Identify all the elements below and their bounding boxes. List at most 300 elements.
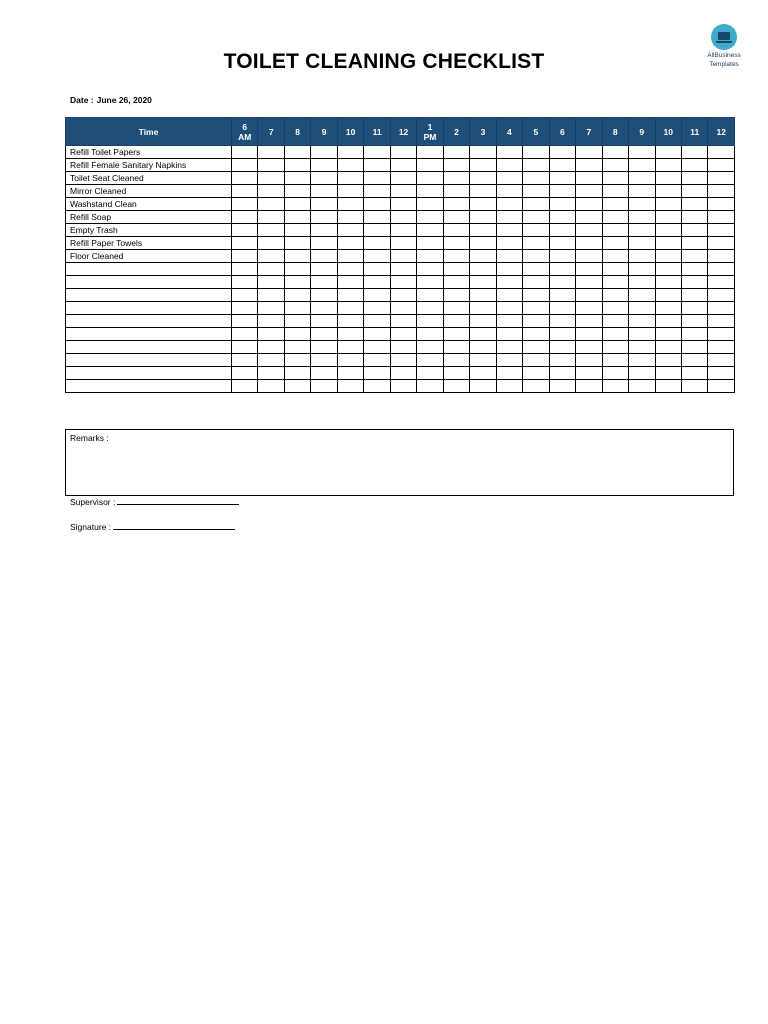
check-cell[interactable]	[443, 367, 469, 380]
check-cell[interactable]	[549, 367, 575, 380]
check-cell[interactable]	[232, 276, 258, 289]
check-cell[interactable]	[708, 289, 735, 302]
check-cell[interactable]	[258, 341, 284, 354]
check-cell[interactable]	[232, 146, 258, 159]
check-cell[interactable]	[496, 250, 522, 263]
check-cell[interactable]	[496, 263, 522, 276]
check-cell[interactable]	[602, 380, 628, 393]
check-cell[interactable]	[232, 185, 258, 198]
check-cell[interactable]	[602, 289, 628, 302]
check-cell[interactable]	[523, 341, 549, 354]
check-cell[interactable]	[708, 211, 735, 224]
check-cell[interactable]	[681, 224, 707, 237]
check-cell[interactable]	[311, 237, 337, 250]
check-cell[interactable]	[496, 276, 522, 289]
check-cell[interactable]	[629, 276, 655, 289]
check-cell[interactable]	[549, 185, 575, 198]
check-cell[interactable]	[496, 211, 522, 224]
check-cell[interactable]	[443, 276, 469, 289]
check-cell[interactable]	[443, 315, 469, 328]
check-cell[interactable]	[364, 237, 390, 250]
check-cell[interactable]	[470, 159, 496, 172]
check-cell[interactable]	[364, 185, 390, 198]
check-cell[interactable]	[337, 341, 363, 354]
check-cell[interactable]	[337, 367, 363, 380]
check-cell[interactable]	[417, 159, 443, 172]
check-cell[interactable]	[681, 341, 707, 354]
check-cell[interactable]	[496, 328, 522, 341]
check-cell[interactable]	[576, 198, 602, 211]
check-cell[interactable]	[443, 159, 469, 172]
check-cell[interactable]	[523, 146, 549, 159]
check-cell[interactable]	[655, 289, 681, 302]
check-cell[interactable]	[390, 263, 416, 276]
check-cell[interactable]	[470, 354, 496, 367]
check-cell[interactable]	[523, 211, 549, 224]
check-cell[interactable]	[602, 315, 628, 328]
check-cell[interactable]	[417, 380, 443, 393]
check-cell[interactable]	[470, 276, 496, 289]
check-cell[interactable]	[390, 354, 416, 367]
check-cell[interactable]	[232, 250, 258, 263]
check-cell[interactable]	[470, 263, 496, 276]
check-cell[interactable]	[390, 224, 416, 237]
check-cell[interactable]	[681, 354, 707, 367]
check-cell[interactable]	[258, 146, 284, 159]
check-cell[interactable]	[284, 198, 310, 211]
check-cell[interactable]	[681, 315, 707, 328]
check-cell[interactable]	[576, 172, 602, 185]
check-cell[interactable]	[417, 146, 443, 159]
check-cell[interactable]	[364, 172, 390, 185]
check-cell[interactable]	[549, 289, 575, 302]
check-cell[interactable]	[417, 341, 443, 354]
check-cell[interactable]	[417, 276, 443, 289]
check-cell[interactable]	[655, 354, 681, 367]
check-cell[interactable]	[708, 172, 735, 185]
supervisor-field[interactable]	[117, 496, 239, 505]
check-cell[interactable]	[284, 367, 310, 380]
check-cell[interactable]	[337, 315, 363, 328]
check-cell[interactable]	[655, 315, 681, 328]
check-cell[interactable]	[311, 354, 337, 367]
check-cell[interactable]	[258, 211, 284, 224]
check-cell[interactable]	[311, 302, 337, 315]
check-cell[interactable]	[337, 185, 363, 198]
check-cell[interactable]	[523, 367, 549, 380]
check-cell[interactable]	[576, 185, 602, 198]
check-cell[interactable]	[337, 172, 363, 185]
check-cell[interactable]	[232, 289, 258, 302]
check-cell[interactable]	[576, 263, 602, 276]
check-cell[interactable]	[443, 354, 469, 367]
check-cell[interactable]	[576, 276, 602, 289]
check-cell[interactable]	[655, 159, 681, 172]
check-cell[interactable]	[708, 380, 735, 393]
check-cell[interactable]	[708, 328, 735, 341]
check-cell[interactable]	[549, 146, 575, 159]
check-cell[interactable]	[523, 380, 549, 393]
check-cell[interactable]	[311, 185, 337, 198]
check-cell[interactable]	[655, 172, 681, 185]
check-cell[interactable]	[417, 302, 443, 315]
check-cell[interactable]	[470, 211, 496, 224]
check-cell[interactable]	[549, 341, 575, 354]
check-cell[interactable]	[681, 250, 707, 263]
check-cell[interactable]	[496, 146, 522, 159]
check-cell[interactable]	[284, 354, 310, 367]
check-cell[interactable]	[258, 367, 284, 380]
check-cell[interactable]	[629, 341, 655, 354]
check-cell[interactable]	[549, 354, 575, 367]
check-cell[interactable]	[284, 185, 310, 198]
check-cell[interactable]	[629, 185, 655, 198]
check-cell[interactable]	[576, 289, 602, 302]
check-cell[interactable]	[232, 224, 258, 237]
check-cell[interactable]	[258, 185, 284, 198]
check-cell[interactable]	[443, 172, 469, 185]
check-cell[interactable]	[602, 263, 628, 276]
check-cell[interactable]	[681, 328, 707, 341]
check-cell[interactable]	[311, 198, 337, 211]
check-cell[interactable]	[629, 315, 655, 328]
check-cell[interactable]	[417, 250, 443, 263]
check-cell[interactable]	[708, 224, 735, 237]
check-cell[interactable]	[602, 146, 628, 159]
check-cell[interactable]	[576, 367, 602, 380]
check-cell[interactable]	[258, 237, 284, 250]
check-cell[interactable]	[390, 159, 416, 172]
check-cell[interactable]	[232, 211, 258, 224]
check-cell[interactable]	[629, 328, 655, 341]
check-cell[interactable]	[311, 146, 337, 159]
check-cell[interactable]	[390, 302, 416, 315]
check-cell[interactable]	[232, 341, 258, 354]
check-cell[interactable]	[523, 354, 549, 367]
check-cell[interactable]	[337, 380, 363, 393]
check-cell[interactable]	[284, 237, 310, 250]
check-cell[interactable]	[629, 146, 655, 159]
check-cell[interactable]	[364, 328, 390, 341]
check-cell[interactable]	[470, 341, 496, 354]
check-cell[interactable]	[629, 198, 655, 211]
check-cell[interactable]	[364, 276, 390, 289]
check-cell[interactable]	[496, 289, 522, 302]
check-cell[interactable]	[311, 315, 337, 328]
check-cell[interactable]	[629, 354, 655, 367]
check-cell[interactable]	[390, 380, 416, 393]
check-cell[interactable]	[655, 341, 681, 354]
check-cell[interactable]	[496, 224, 522, 237]
check-cell[interactable]	[337, 224, 363, 237]
check-cell[interactable]	[390, 198, 416, 211]
check-cell[interactable]	[496, 367, 522, 380]
check-cell[interactable]	[496, 172, 522, 185]
check-cell[interactable]	[417, 289, 443, 302]
check-cell[interactable]	[496, 302, 522, 315]
check-cell[interactable]	[337, 250, 363, 263]
check-cell[interactable]	[523, 224, 549, 237]
check-cell[interactable]	[576, 146, 602, 159]
check-cell[interactable]	[549, 159, 575, 172]
check-cell[interactable]	[232, 367, 258, 380]
check-cell[interactable]	[602, 172, 628, 185]
check-cell[interactable]	[681, 263, 707, 276]
check-cell[interactable]	[549, 172, 575, 185]
check-cell[interactable]	[417, 224, 443, 237]
check-cell[interactable]	[443, 263, 469, 276]
check-cell[interactable]	[258, 315, 284, 328]
check-cell[interactable]	[496, 354, 522, 367]
check-cell[interactable]	[470, 328, 496, 341]
check-cell[interactable]	[708, 146, 735, 159]
check-cell[interactable]	[417, 315, 443, 328]
check-cell[interactable]	[629, 159, 655, 172]
check-cell[interactable]	[337, 302, 363, 315]
check-cell[interactable]	[417, 354, 443, 367]
check-cell[interactable]	[523, 328, 549, 341]
check-cell[interactable]	[523, 159, 549, 172]
check-cell[interactable]	[443, 146, 469, 159]
check-cell[interactable]	[681, 237, 707, 250]
check-cell[interactable]	[523, 289, 549, 302]
check-cell[interactable]	[232, 380, 258, 393]
check-cell[interactable]	[284, 146, 310, 159]
check-cell[interactable]	[708, 185, 735, 198]
check-cell[interactable]	[258, 328, 284, 341]
check-cell[interactable]	[576, 237, 602, 250]
check-cell[interactable]	[629, 289, 655, 302]
check-cell[interactable]	[284, 172, 310, 185]
check-cell[interactable]	[602, 198, 628, 211]
check-cell[interactable]	[629, 211, 655, 224]
check-cell[interactable]	[681, 289, 707, 302]
check-cell[interactable]	[602, 185, 628, 198]
check-cell[interactable]	[364, 159, 390, 172]
check-cell[interactable]	[443, 185, 469, 198]
check-cell[interactable]	[284, 211, 310, 224]
check-cell[interactable]	[390, 146, 416, 159]
check-cell[interactable]	[681, 302, 707, 315]
check-cell[interactable]	[629, 224, 655, 237]
check-cell[interactable]	[496, 159, 522, 172]
check-cell[interactable]	[390, 367, 416, 380]
check-cell[interactable]	[417, 185, 443, 198]
check-cell[interactable]	[470, 185, 496, 198]
check-cell[interactable]	[364, 380, 390, 393]
check-cell[interactable]	[708, 198, 735, 211]
check-cell[interactable]	[337, 276, 363, 289]
check-cell[interactable]	[629, 302, 655, 315]
check-cell[interactable]	[284, 315, 310, 328]
check-cell[interactable]	[576, 211, 602, 224]
check-cell[interactable]	[576, 224, 602, 237]
check-cell[interactable]	[708, 276, 735, 289]
check-cell[interactable]	[576, 250, 602, 263]
check-cell[interactable]	[417, 328, 443, 341]
check-cell[interactable]	[417, 367, 443, 380]
check-cell[interactable]	[443, 302, 469, 315]
check-cell[interactable]	[549, 380, 575, 393]
check-cell[interactable]	[417, 198, 443, 211]
check-cell[interactable]	[655, 263, 681, 276]
remarks-box[interactable]	[65, 429, 734, 496]
check-cell[interactable]	[390, 172, 416, 185]
check-cell[interactable]	[443, 341, 469, 354]
check-cell[interactable]	[443, 237, 469, 250]
check-cell[interactable]	[284, 276, 310, 289]
check-cell[interactable]	[417, 237, 443, 250]
check-cell[interactable]	[655, 185, 681, 198]
check-cell[interactable]	[390, 185, 416, 198]
check-cell[interactable]	[232, 172, 258, 185]
check-cell[interactable]	[602, 276, 628, 289]
check-cell[interactable]	[364, 341, 390, 354]
check-cell[interactable]	[655, 367, 681, 380]
check-cell[interactable]	[496, 315, 522, 328]
check-cell[interactable]	[576, 341, 602, 354]
check-cell[interactable]	[258, 198, 284, 211]
check-cell[interactable]	[470, 224, 496, 237]
check-cell[interactable]	[258, 224, 284, 237]
check-cell[interactable]	[470, 302, 496, 315]
check-cell[interactable]	[232, 198, 258, 211]
check-cell[interactable]	[708, 250, 735, 263]
check-cell[interactable]	[681, 211, 707, 224]
check-cell[interactable]	[708, 237, 735, 250]
check-cell[interactable]	[232, 159, 258, 172]
check-cell[interactable]	[417, 172, 443, 185]
check-cell[interactable]	[364, 211, 390, 224]
check-cell[interactable]	[284, 302, 310, 315]
check-cell[interactable]	[311, 250, 337, 263]
check-cell[interactable]	[655, 302, 681, 315]
check-cell[interactable]	[549, 328, 575, 341]
check-cell[interactable]	[258, 354, 284, 367]
check-cell[interactable]	[523, 302, 549, 315]
check-cell[interactable]	[523, 315, 549, 328]
check-cell[interactable]	[655, 328, 681, 341]
check-cell[interactable]	[364, 302, 390, 315]
check-cell[interactable]	[443, 250, 469, 263]
check-cell[interactable]	[708, 341, 735, 354]
check-cell[interactable]	[708, 354, 735, 367]
check-cell[interactable]	[364, 250, 390, 263]
check-cell[interactable]	[284, 289, 310, 302]
check-cell[interactable]	[549, 211, 575, 224]
check-cell[interactable]	[364, 367, 390, 380]
check-cell[interactable]	[337, 289, 363, 302]
check-cell[interactable]	[311, 341, 337, 354]
check-cell[interactable]	[443, 289, 469, 302]
check-cell[interactable]	[232, 315, 258, 328]
check-cell[interactable]	[232, 237, 258, 250]
check-cell[interactable]	[470, 380, 496, 393]
check-cell[interactable]	[443, 211, 469, 224]
check-cell[interactable]	[523, 263, 549, 276]
check-cell[interactable]	[258, 302, 284, 315]
signature-field[interactable]	[113, 521, 235, 530]
check-cell[interactable]	[655, 276, 681, 289]
check-cell[interactable]	[681, 367, 707, 380]
check-cell[interactable]	[311, 276, 337, 289]
check-cell[interactable]	[311, 224, 337, 237]
check-cell[interactable]	[602, 302, 628, 315]
check-cell[interactable]	[681, 159, 707, 172]
check-cell[interactable]	[549, 263, 575, 276]
check-cell[interactable]	[311, 328, 337, 341]
check-cell[interactable]	[496, 380, 522, 393]
check-cell[interactable]	[470, 289, 496, 302]
check-cell[interactable]	[549, 250, 575, 263]
check-cell[interactable]	[523, 250, 549, 263]
check-cell[interactable]	[284, 159, 310, 172]
check-cell[interactable]	[602, 341, 628, 354]
check-cell[interactable]	[337, 354, 363, 367]
check-cell[interactable]	[602, 211, 628, 224]
check-cell[interactable]	[443, 380, 469, 393]
check-cell[interactable]	[337, 211, 363, 224]
check-cell[interactable]	[470, 367, 496, 380]
check-cell[interactable]	[549, 198, 575, 211]
check-cell[interactable]	[629, 367, 655, 380]
check-cell[interactable]	[311, 380, 337, 393]
check-cell[interactable]	[523, 172, 549, 185]
check-cell[interactable]	[629, 172, 655, 185]
check-cell[interactable]	[232, 354, 258, 367]
check-cell[interactable]	[496, 237, 522, 250]
check-cell[interactable]	[681, 146, 707, 159]
check-cell[interactable]	[364, 263, 390, 276]
check-cell[interactable]	[284, 263, 310, 276]
check-cell[interactable]	[629, 380, 655, 393]
check-cell[interactable]	[496, 198, 522, 211]
check-cell[interactable]	[258, 250, 284, 263]
check-cell[interactable]	[602, 367, 628, 380]
check-cell[interactable]	[470, 146, 496, 159]
check-cell[interactable]	[523, 237, 549, 250]
check-cell[interactable]	[655, 380, 681, 393]
check-cell[interactable]	[364, 289, 390, 302]
check-cell[interactable]	[417, 263, 443, 276]
check-cell[interactable]	[602, 237, 628, 250]
check-cell[interactable]	[337, 328, 363, 341]
check-cell[interactable]	[576, 380, 602, 393]
check-cell[interactable]	[549, 302, 575, 315]
check-cell[interactable]	[576, 315, 602, 328]
check-cell[interactable]	[284, 328, 310, 341]
check-cell[interactable]	[390, 237, 416, 250]
check-cell[interactable]	[390, 341, 416, 354]
check-cell[interactable]	[549, 276, 575, 289]
check-cell[interactable]	[576, 302, 602, 315]
check-cell[interactable]	[470, 237, 496, 250]
check-cell[interactable]	[443, 198, 469, 211]
check-cell[interactable]	[284, 341, 310, 354]
check-cell[interactable]	[629, 237, 655, 250]
check-cell[interactable]	[311, 159, 337, 172]
check-cell[interactable]	[311, 211, 337, 224]
check-cell[interactable]	[258, 263, 284, 276]
check-cell[interactable]	[576, 328, 602, 341]
check-cell[interactable]	[364, 198, 390, 211]
check-cell[interactable]	[576, 354, 602, 367]
check-cell[interactable]	[470, 250, 496, 263]
check-cell[interactable]	[681, 185, 707, 198]
check-cell[interactable]	[443, 328, 469, 341]
check-cell[interactable]	[602, 354, 628, 367]
check-cell[interactable]	[681, 198, 707, 211]
